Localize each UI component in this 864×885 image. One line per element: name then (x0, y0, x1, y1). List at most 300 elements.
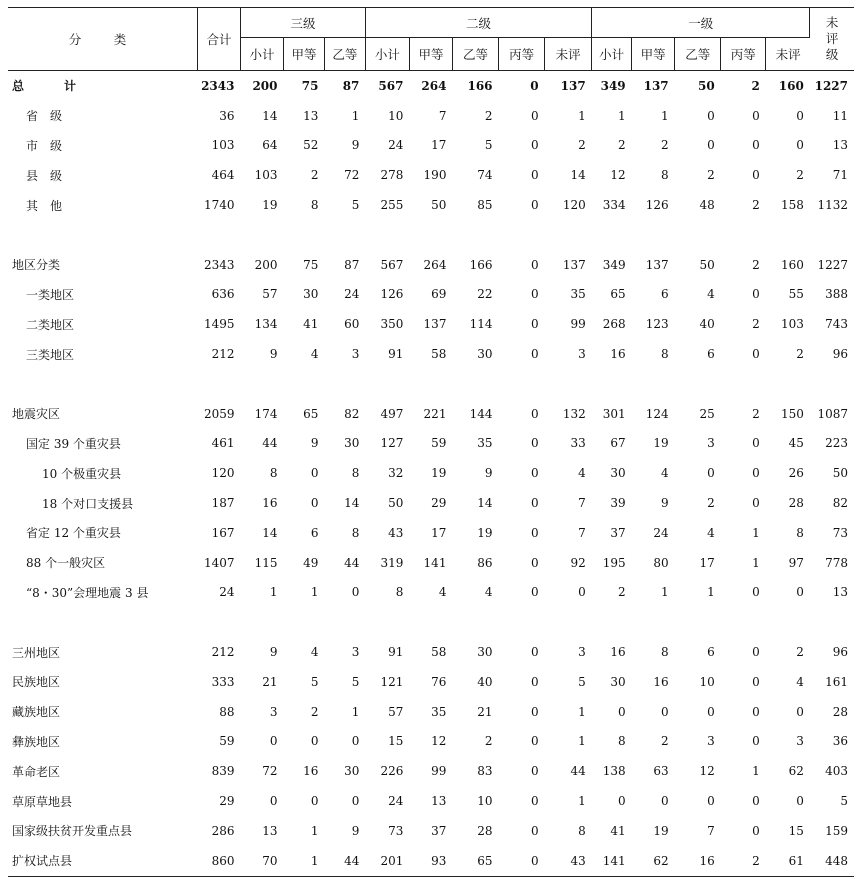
table-row (8, 578, 854, 608)
row-value: 636 (211, 287, 235, 302)
table-row (8, 846, 854, 876)
row-value: 0 (752, 347, 760, 362)
row-value: 174 (254, 406, 278, 421)
row-value: 8 (661, 645, 669, 660)
row-value: 82 (344, 406, 360, 421)
row-value: 2 (310, 168, 319, 183)
row-value: 14 (570, 168, 586, 183)
row-value: 0 (578, 585, 586, 600)
row-value: 69 (431, 287, 447, 302)
row-value: 30 (344, 436, 360, 451)
row-value: 44 (344, 853, 360, 868)
row-value: 0 (530, 555, 539, 570)
row-value: 1 (578, 734, 586, 749)
row-value: 50 (698, 78, 715, 93)
header-g1-yi: 乙等 (675, 38, 721, 71)
row-value: 6 (310, 525, 319, 540)
row-value: 301 (602, 406, 626, 421)
row-value: 124 (645, 406, 669, 421)
row-value: 461 (211, 436, 235, 451)
row-value: 17 (431, 138, 447, 153)
row-value: 0 (530, 317, 539, 332)
row-value: 14 (262, 108, 278, 123)
row-value: 19 (477, 525, 493, 540)
row-value: 3 (578, 347, 586, 362)
row-value: 16 (653, 674, 669, 689)
row-value: 37 (610, 525, 626, 540)
row-value: 26 (788, 466, 804, 481)
row-value: 126 (645, 198, 669, 213)
row-value: 36 (832, 734, 848, 749)
row-value: 74 (477, 168, 493, 183)
row-value: 65 (303, 406, 319, 421)
row-value: 0 (752, 704, 760, 719)
row-value: 4 (707, 525, 715, 540)
row-value: 0 (661, 794, 669, 809)
row-value: 0 (707, 704, 715, 719)
row-value: 0 (310, 496, 319, 511)
row-value: 0 (269, 794, 278, 809)
row-label: 彝族地区 (12, 734, 61, 749)
row-value: 15 (788, 823, 804, 838)
spacer-cell (8, 220, 854, 250)
row-value: 83 (477, 764, 493, 779)
row-value: 403 (825, 764, 848, 779)
row-label: 地区分类 (12, 258, 61, 273)
row-value: 0 (530, 585, 539, 600)
row-value: 41 (610, 823, 626, 838)
row-value: 50 (699, 257, 715, 272)
row-value: 28 (788, 496, 804, 511)
row-value: 1 (752, 525, 760, 540)
row-value: 13 (832, 138, 848, 153)
row-value: 2 (751, 78, 760, 93)
row-value: 0 (752, 436, 760, 451)
row-value: 0 (752, 823, 760, 838)
row-value: 16 (610, 645, 626, 660)
header-not-rated-text: 未 评 级 (825, 15, 839, 62)
row-value: 0 (752, 734, 760, 749)
row-value: 1407 (203, 555, 235, 570)
row-value: 0 (530, 674, 539, 689)
row-value: 127 (380, 436, 404, 451)
row-value: 25 (699, 406, 715, 421)
table-row (8, 339, 854, 369)
row-value: 0 (796, 138, 804, 153)
row-value: 1087 (817, 406, 848, 421)
row-value: 5 (578, 674, 586, 689)
table-header (8, 8, 854, 71)
statistics-table (8, 7, 854, 877)
row-value: 61 (788, 853, 804, 868)
row-value: 132 (562, 406, 586, 421)
row-value: 28 (477, 823, 493, 838)
table-row (8, 190, 854, 220)
row-value: 73 (388, 823, 404, 838)
row-value: 0 (530, 138, 539, 153)
row-value: 0 (661, 704, 669, 719)
row-value: 37 (431, 823, 447, 838)
header-g1-bing: 丙等 (721, 38, 766, 71)
row-value: 43 (570, 853, 586, 868)
row-value: 19 (431, 466, 447, 481)
row-value: 1 (310, 585, 319, 600)
row-value: 33 (570, 436, 586, 451)
row-value: 45 (788, 436, 804, 451)
row-value: 114 (469, 317, 493, 332)
row-label: 国家级扶贫开发重点县 (12, 824, 133, 839)
row-value: 93 (431, 853, 447, 868)
row-value: 0 (530, 794, 539, 809)
row-value: 137 (423, 317, 447, 332)
row-value: 1 (310, 853, 319, 868)
row-value: 99 (431, 764, 447, 779)
row-value: 0 (796, 704, 804, 719)
row-value: 2 (752, 198, 760, 213)
row-value: 0 (310, 734, 319, 749)
row-label: 省 级 (26, 109, 63, 124)
row-value: 3 (707, 734, 715, 749)
row-value: 76 (431, 674, 447, 689)
row-value: 65 (610, 287, 626, 302)
header-g2-bing: 丙等 (499, 38, 545, 71)
row-value: 0 (530, 198, 539, 213)
row-value: 28 (832, 704, 848, 719)
row-value: 7 (707, 823, 715, 838)
row-value: 120 (562, 198, 586, 213)
row-value: 99 (570, 317, 586, 332)
header-grade3: 三级 (240, 8, 365, 38)
row-value: 103 (254, 168, 278, 183)
row-value: 166 (469, 257, 493, 272)
row-value: 12 (699, 764, 715, 779)
row-value: 134 (254, 317, 278, 332)
row-value: 0 (351, 585, 360, 600)
row-value: 264 (421, 78, 447, 93)
row-value: 3 (707, 436, 715, 451)
row-value: 1495 (203, 317, 235, 332)
row-value: 57 (388, 704, 404, 719)
row-label: 三类地区 (26, 347, 75, 362)
row-value: 65 (477, 853, 493, 868)
row-value: 63 (653, 764, 669, 779)
row-value: 8 (578, 823, 586, 838)
row-value: 48 (699, 198, 715, 213)
row-value: 0 (796, 585, 804, 600)
row-value: 9 (351, 823, 360, 838)
row-value: 123 (645, 317, 669, 332)
row-value: 2 (484, 734, 493, 749)
table-row (8, 309, 854, 339)
row-value: 24 (388, 138, 404, 153)
row-value: 137 (645, 257, 669, 272)
row-value: 43 (388, 525, 404, 540)
row-value: 2 (707, 168, 715, 183)
row-value: 2 (707, 496, 715, 511)
row-value: 82 (832, 496, 848, 511)
row-value: 19 (262, 198, 278, 213)
row-label: 县 级 (26, 168, 63, 183)
row-value: 8 (351, 466, 360, 481)
row-value: 1 (661, 585, 669, 600)
row-value: 4 (578, 466, 586, 481)
row-value: 0 (530, 823, 539, 838)
row-value: 72 (262, 764, 278, 779)
row-value: 22 (477, 287, 493, 302)
row-value: 0 (530, 645, 539, 660)
row-value: 0 (796, 794, 804, 809)
row-value: 1 (707, 585, 715, 600)
row-value: 30 (344, 764, 360, 779)
row-value: 1227 (817, 257, 848, 272)
spacer-row (8, 369, 854, 399)
row-value: 137 (643, 78, 669, 93)
row-value: 1 (618, 108, 626, 123)
row-value: 11 (832, 108, 848, 123)
row-value: 0 (530, 496, 539, 511)
table-row (8, 727, 854, 757)
table-row (8, 131, 854, 161)
row-value: 0 (752, 585, 760, 600)
row-value: 9 (269, 347, 278, 362)
row-value: 9 (269, 645, 278, 660)
row-value: 350 (380, 317, 404, 332)
row-value: 103 (780, 317, 804, 332)
row-value: 7 (578, 525, 586, 540)
row-value: 62 (788, 764, 804, 779)
row-value: 349 (602, 257, 626, 272)
row-value: 3 (269, 704, 278, 719)
row-value: 0 (530, 287, 539, 302)
row-value: 92 (570, 555, 586, 570)
row-value: 1 (578, 794, 586, 809)
row-value: 278 (380, 168, 404, 183)
row-value: 2 (752, 853, 760, 868)
row-value: 80 (653, 555, 669, 570)
row-value: 16 (262, 496, 278, 511)
row-value: 137 (560, 78, 586, 93)
row-value: 0 (752, 645, 760, 660)
row-value: 21 (477, 704, 493, 719)
table-row (8, 399, 854, 429)
row-label: 藏族地区 (12, 705, 61, 720)
row-label: 地震灾区 (12, 407, 61, 422)
row-value: 3 (351, 645, 360, 660)
row-value: 0 (310, 466, 319, 481)
spacer-cell (8, 369, 854, 399)
row-value: 8 (618, 734, 626, 749)
row-value: 743 (825, 317, 848, 332)
row-value: 50 (832, 466, 848, 481)
row-value: 9 (661, 496, 669, 511)
row-value: 2 (752, 406, 760, 421)
table-row (8, 786, 854, 816)
row-value: 44 (344, 555, 360, 570)
row-value: 1 (661, 108, 669, 123)
row-value: 49 (303, 555, 319, 570)
row-value: 30 (477, 645, 493, 660)
header-g3-yi: 乙等 (324, 38, 365, 71)
header-g3-subtotal: 小计 (240, 38, 283, 71)
row-value: 158 (780, 198, 804, 213)
row-value: 15 (388, 734, 404, 749)
row-value: 190 (423, 168, 447, 183)
row-label: 国定 39 个重灾县 (26, 436, 121, 451)
row-value: 17 (699, 555, 715, 570)
row-value: 3 (578, 645, 586, 660)
row-value: 8 (796, 525, 804, 540)
row-value: 2 (796, 645, 804, 660)
row-value: 44 (262, 436, 278, 451)
row-value: 35 (570, 287, 586, 302)
row-value: 8 (269, 466, 278, 481)
row-value: 464 (211, 168, 235, 183)
table-row (8, 697, 854, 727)
header-g1-jia: 甲等 (632, 38, 675, 71)
row-value: 0 (530, 466, 539, 481)
row-label: 总 计 (12, 79, 91, 94)
row-label: 革命老区 (12, 764, 61, 779)
table-row (8, 518, 854, 548)
row-value: 0 (530, 406, 539, 421)
header-g1-subtotal: 小计 (592, 38, 632, 71)
row-value: 10 (699, 674, 715, 689)
row-value: 2 (796, 347, 804, 362)
row-value: 778 (825, 555, 848, 570)
row-value: 161 (825, 674, 848, 689)
header-g2-weiping: 未评 (545, 38, 592, 71)
header-grade2: 二级 (365, 8, 591, 38)
row-value: 62 (653, 853, 669, 868)
row-value: 4 (484, 585, 493, 600)
row-value: 87 (342, 78, 360, 93)
row-value: 120 (211, 466, 235, 481)
row-label: 一类地区 (26, 287, 75, 302)
row-value: 73 (832, 525, 848, 540)
row-value: 19 (653, 436, 669, 451)
table-row (8, 667, 854, 697)
row-value: 72 (344, 168, 360, 183)
row-value: 7 (438, 108, 447, 123)
row-value: 30 (303, 287, 319, 302)
row-value: 212 (211, 347, 235, 362)
row-value: 138 (602, 764, 626, 779)
row-value: 319 (380, 555, 404, 570)
row-value: 0 (707, 108, 715, 123)
row-label: 民族地区 (12, 675, 61, 690)
table-row (8, 280, 854, 310)
row-value: 4 (796, 674, 804, 689)
row-value: 388 (825, 287, 848, 302)
row-value: 35 (477, 436, 493, 451)
row-value: 4 (310, 645, 319, 660)
row-value: 4 (310, 347, 319, 362)
row-value: 58 (431, 347, 447, 362)
row-value: 5 (310, 674, 319, 689)
table-row (8, 101, 854, 131)
row-value: 7 (578, 496, 586, 511)
row-value: 41 (303, 317, 319, 332)
row-value: 8 (310, 198, 319, 213)
spacer-row (8, 607, 854, 637)
row-value: 52 (303, 138, 319, 153)
row-value: 2 (484, 108, 493, 123)
row-value: 0 (752, 466, 760, 481)
row-value: 30 (610, 466, 626, 481)
row-value: 0 (707, 794, 715, 809)
row-value: 2 (661, 138, 669, 153)
row-value: 44 (570, 764, 586, 779)
spacer-row (8, 220, 854, 250)
row-value: 97 (788, 555, 804, 570)
row-value: 0 (530, 257, 539, 272)
row-value: 212 (211, 645, 235, 660)
row-value: 126 (380, 287, 404, 302)
row-value: 0 (351, 794, 360, 809)
row-value: 0 (310, 794, 319, 809)
row-value: 29 (219, 794, 235, 809)
row-value: 137 (562, 257, 586, 272)
row-value: 0 (530, 436, 539, 451)
row-value: 24 (344, 287, 360, 302)
row-value: 0 (530, 78, 539, 93)
row-value: 195 (602, 555, 626, 570)
row-value: 0 (618, 794, 626, 809)
row-value: 0 (530, 108, 539, 123)
row-value: 286 (211, 823, 235, 838)
row-value: 0 (707, 138, 715, 153)
row-value: 5 (484, 138, 493, 153)
row-value: 9 (310, 436, 319, 451)
row-value: 0 (752, 794, 760, 809)
row-value: 2 (752, 257, 760, 272)
row-value: 14 (344, 496, 360, 511)
row-value: 50 (388, 496, 404, 511)
row-value: 60 (344, 317, 360, 332)
row-value: 1 (752, 764, 760, 779)
table-row (8, 548, 854, 578)
row-value: 32 (388, 466, 404, 481)
header-g2-yi: 乙等 (452, 38, 498, 71)
row-value: 12 (431, 734, 447, 749)
row-value: 5 (351, 198, 360, 213)
row-value: 0 (351, 734, 360, 749)
row-value: 13 (832, 585, 848, 600)
row-value: 1 (269, 585, 278, 600)
table-row (8, 816, 854, 846)
row-value: 2 (661, 734, 669, 749)
row-value: 2 (796, 168, 804, 183)
row-value: 334 (602, 198, 626, 213)
row-value: 150 (780, 406, 804, 421)
row-value: 71 (832, 168, 848, 183)
row-value: 5 (351, 674, 360, 689)
row-value: 96 (832, 645, 848, 660)
row-value: 115 (254, 555, 278, 570)
row-value: 223 (825, 436, 848, 451)
row-value: 141 (602, 853, 626, 868)
row-value: 2 (310, 704, 319, 719)
row-value: 1 (351, 108, 360, 123)
row-value: 1227 (814, 78, 848, 93)
row-value: 9 (351, 138, 360, 153)
row-value: 4 (661, 466, 669, 481)
table-row (8, 71, 854, 101)
row-value: 333 (211, 674, 235, 689)
row-label: 18 个对口支援县 (42, 496, 134, 511)
row-value: 860 (211, 853, 235, 868)
row-value: 24 (388, 794, 404, 809)
